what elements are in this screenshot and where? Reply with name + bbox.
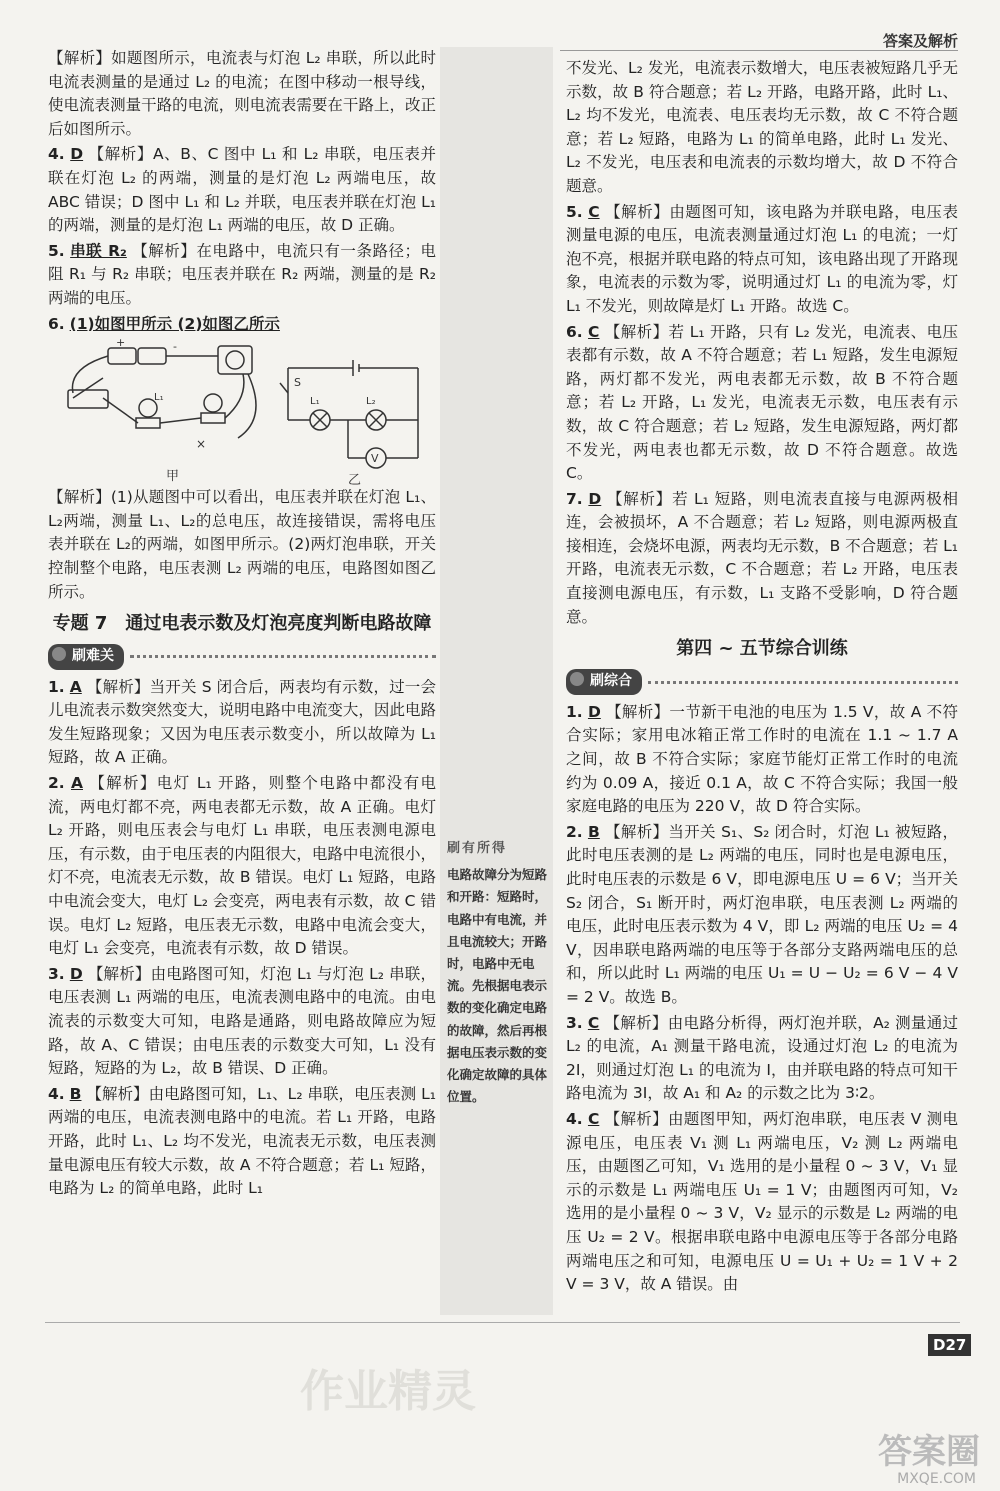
item-answer: (1)如图甲所示 (2)如图乙所示 [69,314,280,333]
answer-item [48,143,436,237]
item-number: 4. [48,1084,65,1103]
item-explanation: 【解析】由电路分析得，两灯泡并联，A₂ 测量通过 L₂ 的电流，A₁ 测量干路电流，设通过灯泡 L₂ 的电流为 2I，则通过灯泡 L₁ 的电流为 I，由并联电路的特点可知干路电流为 3I，故 A₁ 和 A₂ 的示数之比为 3∶2。 [566,1013,958,1103]
answer-item [48,676,436,770]
item-explanation: 【解析】一节新干电池的电压为 1.5 V，故 A 不符合实际；家用电冰箱正常工作时的电流在 1.1 ~ 1.7 A 之间，故 B 不符合实际；家庭节能灯正常工作时的电流约为 0.09 A，接近 0.1 A，故 C 不符合实际；我国一般家庭电路的电压为 220 V，故 D 符合实际。 [566,702,958,816]
label-v: V [371,452,379,466]
site-logo-url: MXQE.COM [897,1471,976,1487]
item-explanation: 【解析】由电路图可知，L₁、L₂ 串联，电压表测 L₁ 两端的电压，电流表测电路中的电流。若 L₁ 开路，电路开路，此时 L₁、L₂ 均不发光，电流表无示数，电压表测量电源电压有较大示数，故 A 不符合题意；若 L₁ 短路，电路为 L₂ 的简单电路，此时 L₁ [48,1084,437,1198]
voltmeter-box [218,346,252,374]
answer-item [566,1012,958,1106]
voltmeter-dial [226,351,244,369]
item-explanation: 【解析】由电路图可知，灯泡 L₁ 与灯泡 L₂ 串联，电压表测 L₁ 两端的电压，电流表测电路中的电流。由电流表的示数变大可知，电路是通路，则电路故障应为短路，故 A、C 错误；由电压表的示数变大可知，L₁ 没有短路，短路的为 L₂，故 B 错误、D 正确。 [48,964,436,1078]
bulb-l2-base [201,413,225,423]
switch-s [280,383,288,393]
label-jia: 甲 [166,469,180,485]
wire [103,398,138,423]
watermark: 作业精灵 [300,1366,476,1417]
footer-rule [45,1322,960,1323]
answer-item [48,313,436,337]
page-header: 答案及解析 [882,32,958,50]
item-number: 2. [48,774,65,793]
badge-row [566,669,958,695]
item-answer: A [71,774,83,793]
item-explanation: 【解析】当开关 S 闭合后，两表均有示数，过一会儿电流表示数突然变大，说明电路中电流变大，因此电路发生短路现象；又因为电压表示数变小，所以故障为 L₁ 短路，故 A 正确。 [48,677,436,767]
item-answer: D [69,964,83,983]
item-number: 5. [48,241,65,260]
item-answer: C [588,322,600,341]
side-note-title: 刷有所得 [447,841,508,856]
item-answer: D [588,489,602,508]
plus-sign: + [116,338,126,350]
answer-item [48,963,436,1081]
answer-item [48,240,436,311]
item-answer: B [69,1084,82,1103]
answer-item [566,488,958,630]
switch-lever [73,378,103,398]
wire [238,374,256,438]
answer-item [566,321,958,486]
item-number: 5. [566,202,583,221]
item-number: 6. [566,322,583,341]
answer-item [48,1083,436,1201]
cross-mark: × [196,437,207,452]
section-title: 第四 ~ 五节综合训练 [676,638,848,660]
item-answer: C [587,1013,600,1032]
section-title: 专题 7 通过电表示数及灯泡亮度判断电路故障 [52,613,432,635]
item-explanation: 【解析】若 L₁ 短路，则电流表直接与电源两极相连，会被损坏，A 不合题意；若 L₂ 短路，则电源两极直接相连，会烧坏电源，两表均无示数，B 不合题意；若 L₁ 开路，电流表无示数，C 不合题意；若 L₂ 开路，电压表直接测电源电压，有示数，L₁ 支路不受影响，D 符合题意。 [566,489,958,626]
label-yi: 乙 [348,473,362,487]
item-answer: C [588,202,600,221]
sidebar-background [440,47,553,1315]
site-logo: 答案圈 [878,1432,980,1472]
item-answer: B [587,822,600,841]
item-explanation: 【解析】由题图甲知，两灯泡串联，电压表 V 测电源电压，电压表 V₁ 测 L₁ 两端电压，V₂ 测 L₂ 两端电压，由题图乙可知，V₁ 选用的是小量程 0 ~ 3 V，V₁ 显示的示数是 L₁ 两端电压 U₁ = 1 V；由题图丙可知，V₂ 选用的是小量程 0 ~ 3 V，V₂ 显示的示数是 L₂ 两端的电压 U₂ = 2 V。根据串联电路中电源电压等于各部分电路两端电压之和可知，电源电压 U = U₁ + U₂ = 1 V + 2 V = 3 V，故 A 错误。由 [566,1109,958,1294]
item-explanation: 【解析】由题图可知，该电路为并联电路，电压表测量电源的电压，电流表测量通过灯泡 L₁ 的电流；一灯泡不亮，根据并联电路的特点可知，该电路出现了开路现象，电流表的示数为零，说明通过灯 L₁ 的电流为零，灯 L₁ 不发光，则故障是灯 L₁ 开路。故选 C。 [566,202,958,315]
item-number: 1. [48,677,65,696]
q6-explanation: 【解析】(1)从题图中可以看出，电压表并联在灯泡 L₁、L₂两端，测量 L₁、L₂的总电压，故连接错误，需将电压表并联在 L₂的两端，如图甲所示。(2)两灯泡串联，开关控制整个电路，电压表测 L₂ 两端的电压，电路图如图乙所示。 [48,488,436,601]
item-number: 3. [566,1013,583,1032]
item-explanation: 【解析】在电路中，电流只有一条路径；电阻 R₁ 与 R₂ 串联；电压表并联在 R₂ 两端，测量的是 R₂ 两端的电压。 [48,241,436,307]
answer-item [566,821,958,1010]
left-column [48,47,436,1203]
wire [160,418,201,423]
circuit-diagram [48,338,436,486]
item-explanation: 【解析】电灯 L₁ 开路，则整个电路中都没有电流，两电灯都不亮，两电表都无示数，故 A 正确。电灯 L₂ 开路，则电压表会与电灯 L₁ 串联，电压表测电源电压，有示数，由于电压表的内阻很大，电路中电流很小，灯不亮，电流表无示数，故 B 错误。电灯 L₁ 短路，电路中电流会变大，电灯 L₂ 会变亮，两电表有示数，故 C 错误。电灯 L₂ 短路，电压表无示数，电路中电流会变大，电灯 L₁ 会变亮，电流表有示数，故 D 错误。 [48,774,436,958]
minus-sign: - [173,340,177,354]
item-answer: A [69,677,82,696]
q4-explanation-continued: 不发光、L₂ 发光，电流表示数增大，电压表被短路几乎无示数，故 B 符合题意；若 L₂ 开路，电路开路，此时 L₁、L₂ 均不发光，电流表、电压表均无示数，故 C 不符合题意；若 L₂ 短路，电路为 L₁ 的简单电路，此时 L₁ 发光、L₂ 不发光，电压表和电流表的示数均增大，故 D 不符合题意。 [566,59,958,195]
item-explanation: 【解析】A、B、C 图中 L₁ 和 L₂ 串联，电压表并联在灯泡 L₂ 的两端，测量的是灯泡 L₂ 两端电压，故 ABC 错误；D 图中 L₁ 和 L₂ 并联，电压表并联在灯泡 L₁ 的两端，测量的是灯泡 L₁ 两端的电压，故 D 正确。 [48,145,436,235]
circuit-figure [48,338,436,486]
dotted-rule [130,655,436,658]
q3-explanation-continued: 【解析】如题图所示，电流表与灯泡 L₂ 串联，所以此时电流表测量的是通过 L₂ 的电流；在图中移动一根导线，使电流表测量干路的电流，则电流表需要在干路上，改正后如图所示。 [48,49,436,138]
item-number: 4. [566,1109,583,1128]
dotted-rule [648,681,958,684]
item-number: 2. [566,822,583,841]
switch-base [68,390,108,408]
page-number: D27 [928,1334,971,1356]
bulb-l2 [204,394,222,412]
side-note-text: 电路故障分为短路和开路：短路时，电路中有电流，并且电流较大；开路时，电路中无电流。先根据电表示数的变化确定电路的故障，然后再根据电压表示数的变化确定故障的具体位置。 [447,867,548,1105]
label-l1: L₁ [310,396,320,408]
item-number: 4. [48,145,65,164]
answer-item [48,772,436,961]
item-explanation: 【解析】若 L₁ 开路，只有 L₂ 发光，电流表、电压表都有示数，故 A 不符合题意；若 L₁ 短路，发生电源短路，两灯都不发光，两电表都无示数，故 B 不符合题意；若 L₂ 开路，L₁ 发光，电流表无示数，电压表有示数，故 C 符合题意；若 L₂ 短路，发生电源短路，两灯都不发光，两电表也都无示数，故 D 不符合题意。故选 C。 [566,322,958,483]
wire [72,356,108,393]
label-s: S [294,376,301,390]
side-note [447,838,551,1108]
badge-label: 刷难关 [48,644,124,670]
item-number: 3. [48,964,65,983]
badge-label: 刷综合 [566,669,642,695]
wire [225,374,244,418]
item-answer: C [587,1109,600,1128]
label-l1: L₁ [154,392,164,404]
header-rule [560,50,958,51]
right-column [566,57,958,1299]
answer-item [566,701,958,819]
item-answer: D [587,702,601,721]
answer-item [566,201,958,319]
label-l2: L₂ [366,396,376,408]
badge-row [48,644,436,670]
battery-2 [138,348,166,364]
answer-item [566,1108,958,1297]
item-explanation: 【解析】当开关 S₁、S₂ 闭合时，灯泡 L₁ 被短路，此时电压表测的是 L₂ 两端的电压，同时也是电源电压，此时电压表的示数是 6 V，即电源电压 U = 6 V；当开关 S₂ 闭合，S₁ 断开时，两灯泡串联，电压表测 L₂ 两端的电压，此时电压表示数为 4 V，即 L₂ 两端的电压 U₂ = 4 V，因串联电路两端的电压等于各部分支路两端电压的总和，所以此时 L₁ 两端的电压 U₁ = U − U₂ = 6 V − 4 V = 2 V。故选 B。 [566,822,958,1006]
item-number: 7. [566,489,583,508]
battery-1 [108,348,136,364]
item-number: 1. [566,702,583,721]
item-answer: 串联 R₂ [70,241,127,260]
item-answer: D [70,145,84,164]
item-number: 6. [48,314,65,333]
bulb-l1-base [136,418,160,428]
